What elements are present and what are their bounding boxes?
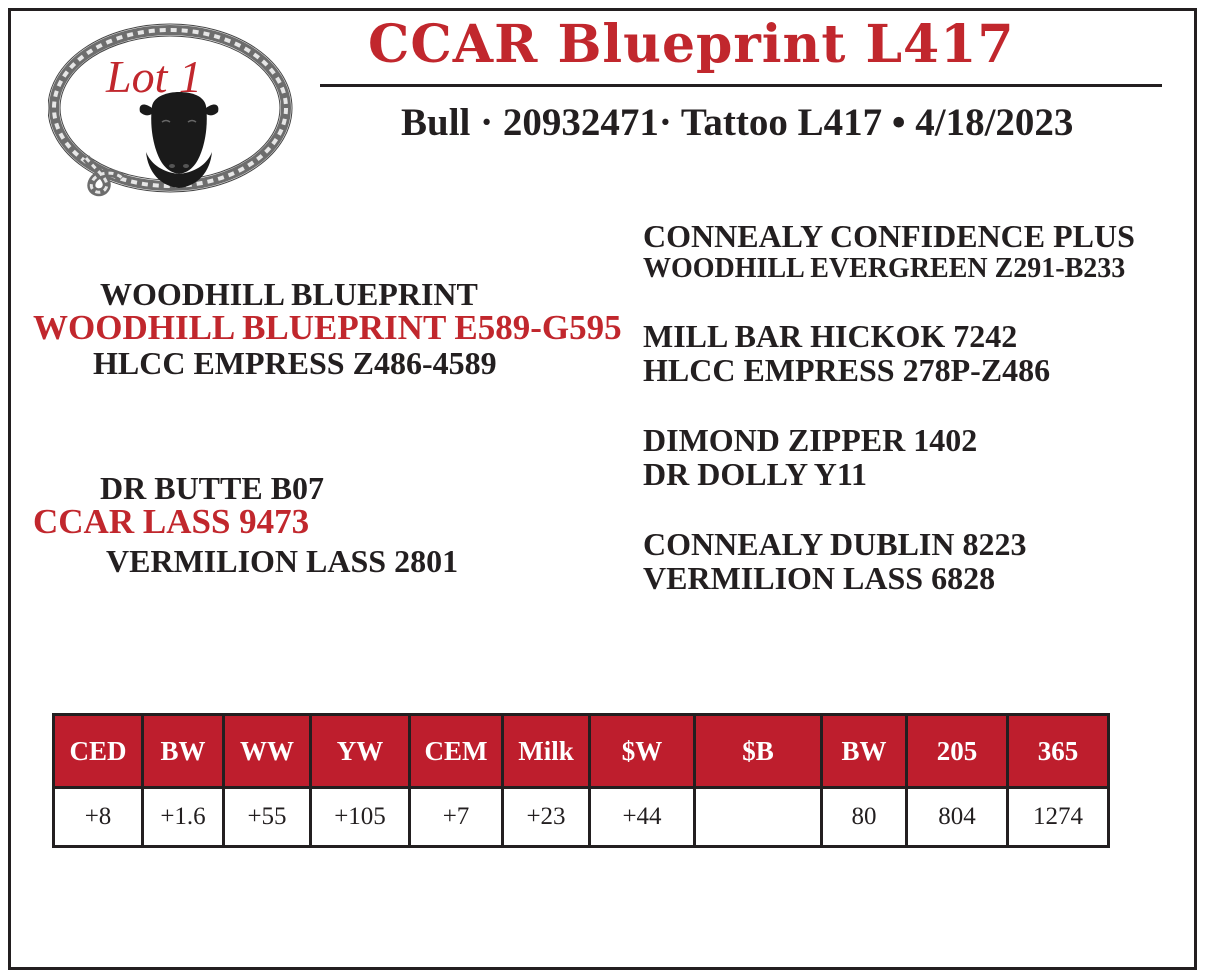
epd-value-milk: +23 — [503, 788, 590, 847]
pedigree-right-3: MILL BAR HICKOK 7242 — [643, 318, 1018, 354]
pedigree-dam: CCAR LASS 9473 — [33, 502, 310, 541]
title-divider — [320, 84, 1162, 87]
epd-header-ww: WW — [224, 715, 311, 788]
epd-value-birth-weight: 80 — [822, 788, 907, 847]
epd-header-365: 365 — [1008, 715, 1109, 788]
epd-value-yw: +105 — [311, 788, 410, 847]
pedigree-right-7: CONNEALY DUBLIN 8223 — [643, 526, 1027, 562]
page-title: CCAR Blueprint L417 — [368, 14, 1015, 75]
epd-header-cem: CEM — [410, 715, 503, 788]
epd-header-row — [54, 715, 1109, 788]
epd-header-205: 205 — [907, 715, 1008, 788]
epd-value-205: 804 — [907, 788, 1008, 847]
epd-value-bw: +1.6 — [143, 788, 224, 847]
epd-value-w-index: +44 — [590, 788, 695, 847]
epd-table — [52, 713, 1110, 848]
epd-header-bw: BW — [143, 715, 224, 788]
epd-header-milk: Milk — [503, 715, 590, 788]
epd-header-w-index: $W — [590, 715, 695, 788]
pedigree-dam-dam: VERMILION LASS 2801 — [106, 543, 459, 579]
epd-value-b-index — [695, 788, 822, 847]
rope-oval-cow-head-icon — [48, 22, 296, 198]
pedigree-sire-dam: HLCC EMPRESS Z486-4589 — [93, 345, 497, 381]
epd-header-yw: YW — [311, 715, 410, 788]
pedigree-right-6: DR DOLLY Y11 — [643, 456, 868, 492]
pedigree-sire: WOODHILL BLUEPRINT E589-G595 — [33, 308, 622, 347]
pedigree-right-4: HLCC EMPRESS 278P-Z486 — [643, 352, 1051, 388]
pedigree-right-5: DIMOND ZIPPER 1402 — [643, 422, 978, 458]
epd-value-cem: +7 — [410, 788, 503, 847]
animal-info-line: Bull · 20932471· Tattoo L417 • 4/18/2023 — [401, 101, 1074, 144]
pedigree-right-2: WOODHILL EVERGREEN Z291-B233 — [643, 253, 1126, 284]
epd-value-ww: +55 — [224, 788, 311, 847]
epd-header-birth-weight: BW — [822, 715, 907, 788]
epd-header-b-index: $B — [695, 715, 822, 788]
pedigree-dam-sire: DR BUTTE B07 — [100, 470, 325, 506]
epd-header-ced: CED — [54, 715, 143, 788]
lot-number: Lot 1 — [106, 51, 202, 102]
pedigree-right-1: CONNEALY CONFIDENCE PLUS — [643, 218, 1135, 254]
epd-value-ced: +8 — [54, 788, 143, 847]
pedigree-right-8: VERMILION LASS 6828 — [643, 560, 996, 596]
pedigree-sire-top: WOODHILL BLUEPRINT — [100, 276, 478, 312]
epd-value-365: 1274 — [1008, 788, 1109, 847]
epd-value-row — [54, 788, 1109, 847]
